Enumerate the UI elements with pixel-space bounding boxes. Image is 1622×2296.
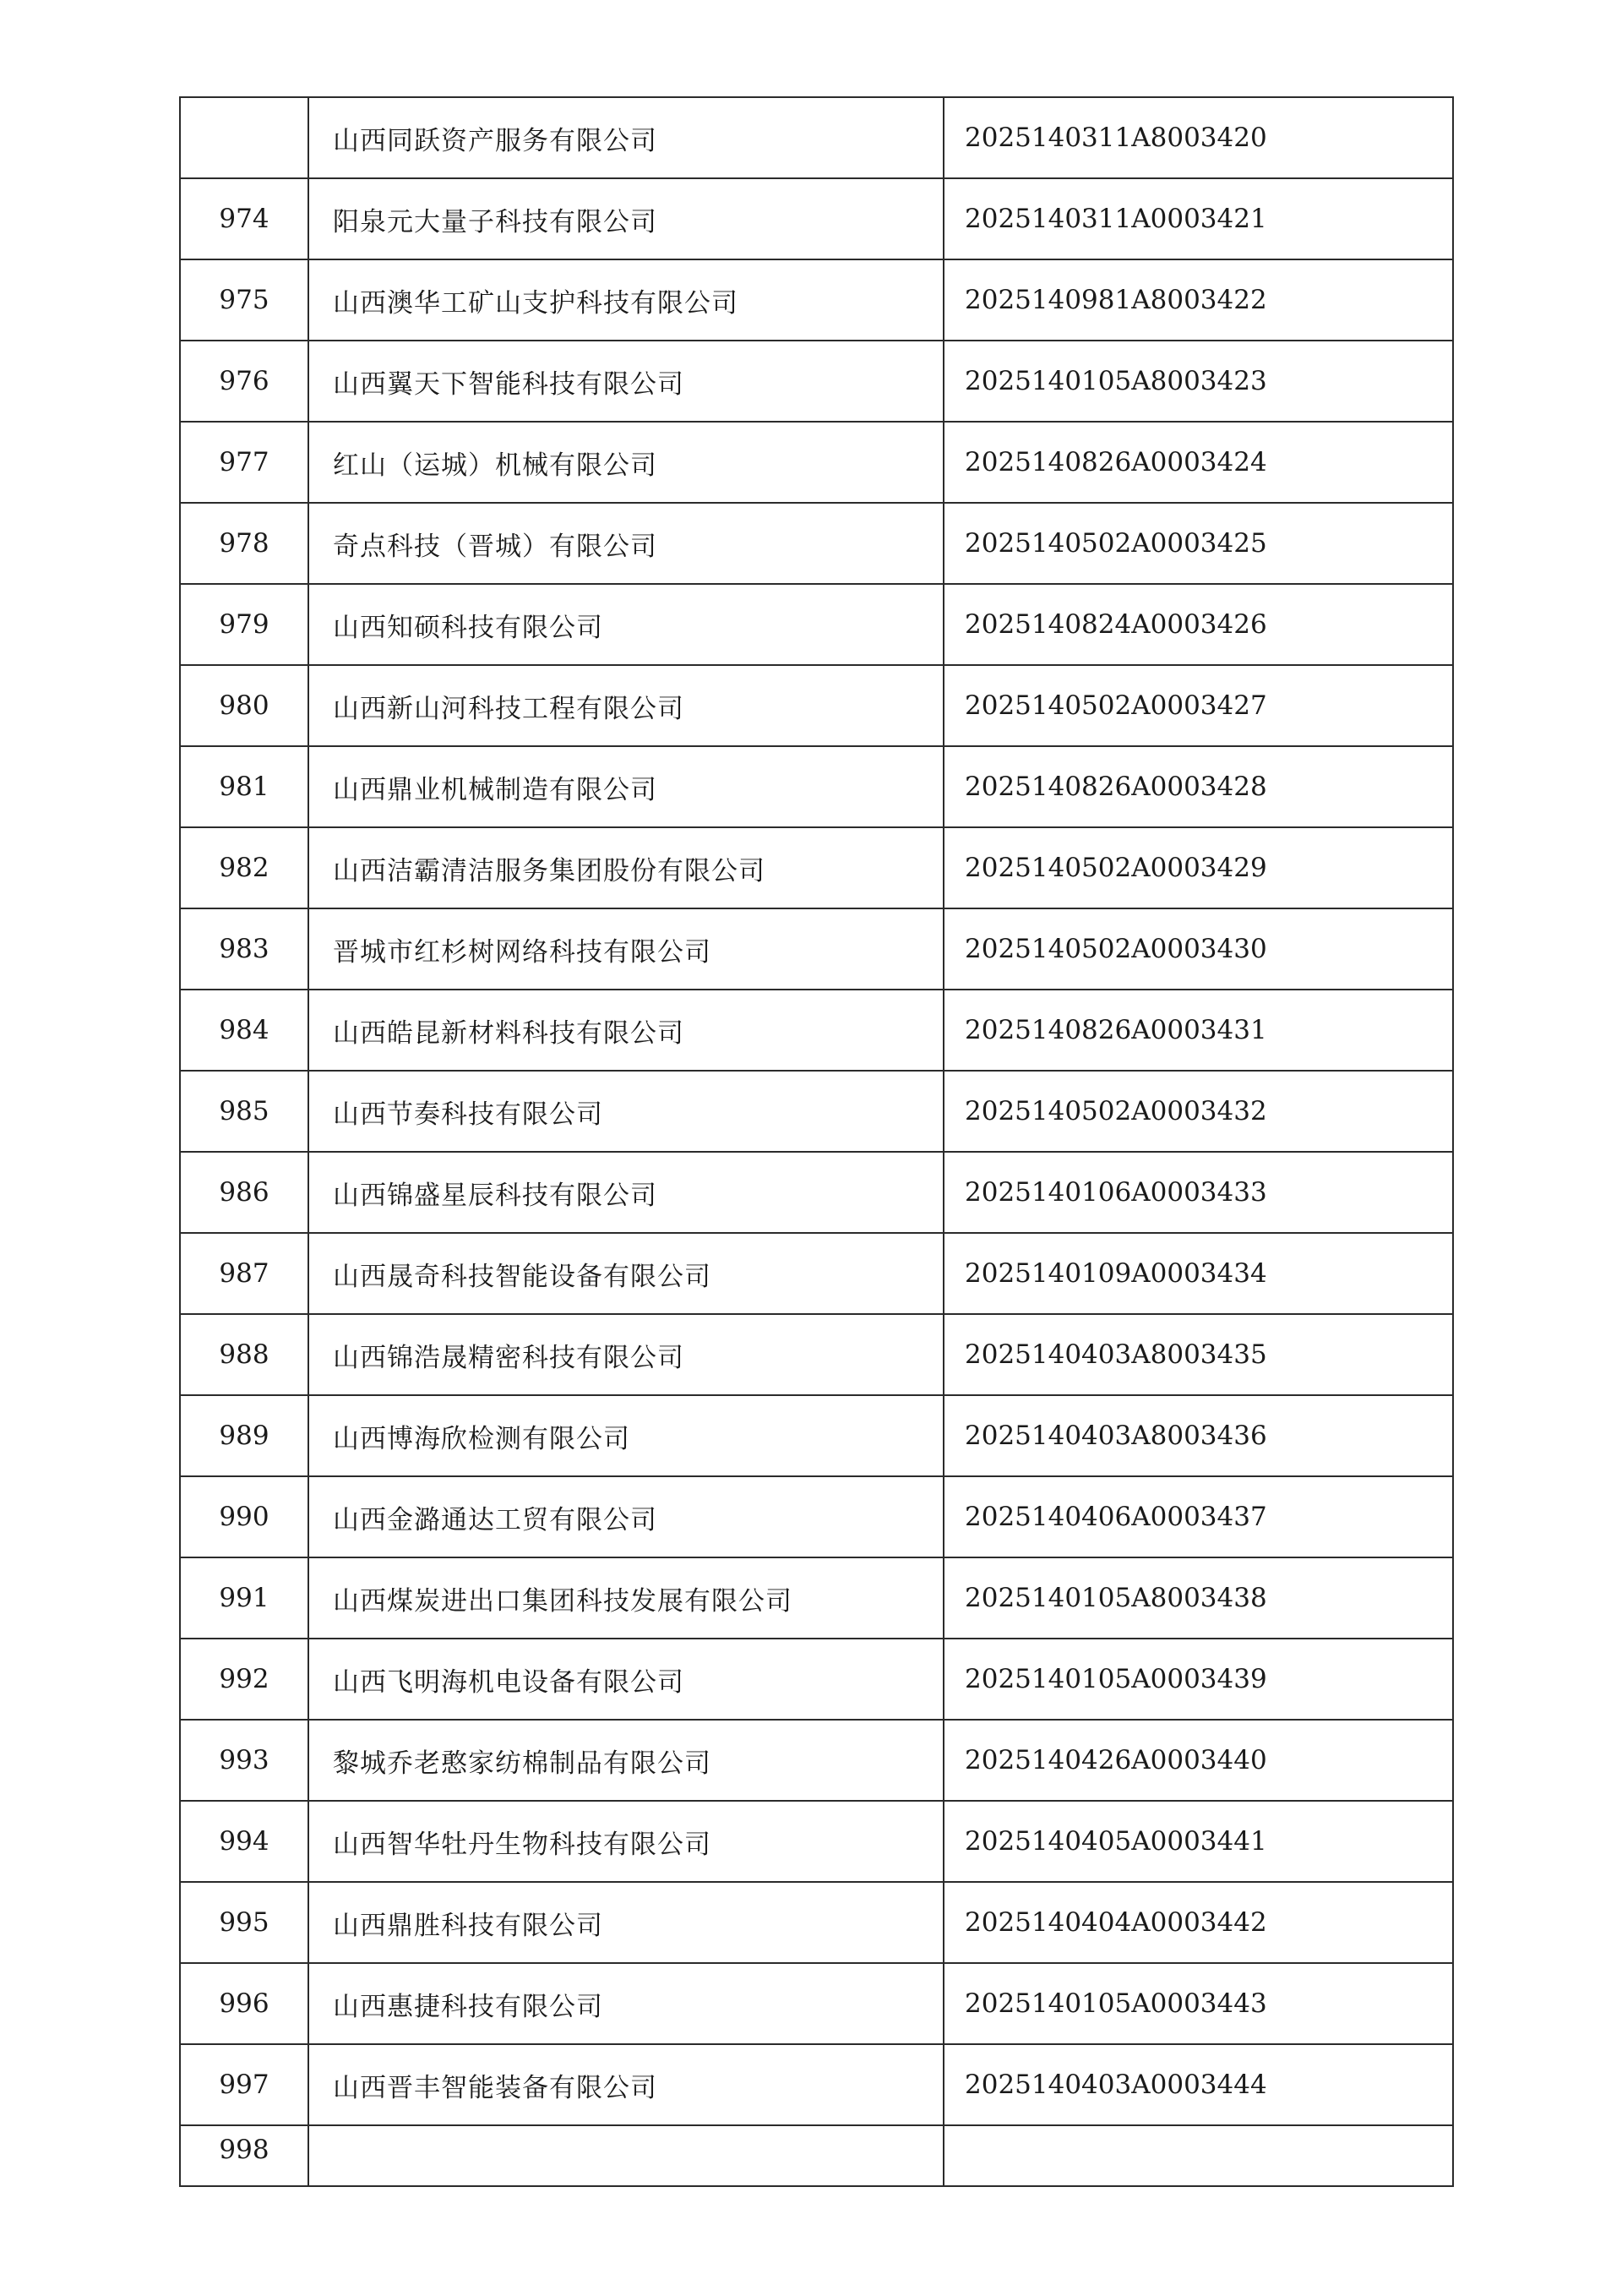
registration-code: 2025140403A8003436 <box>944 1395 1453 1476</box>
registration-code: 2025140406A0003437 <box>944 1476 1453 1557</box>
table-row <box>180 97 1453 178</box>
row-number: 986 <box>180 1152 308 1233</box>
registration-code: 2025140502A0003429 <box>944 827 1453 908</box>
company-name: 山西皓昆新材料科技有限公司 <box>308 990 944 1071</box>
company-name: 山西惠捷科技有限公司 <box>308 1963 944 2044</box>
row-number: 990 <box>180 1476 308 1557</box>
registration-code <box>944 2125 1453 2186</box>
registration-code: 2025140981A8003422 <box>944 259 1453 341</box>
registry-table-body <box>180 97 1453 2186</box>
company-name: 山西晟奇科技智能设备有限公司 <box>308 1233 944 1314</box>
row-number: 980 <box>180 665 308 746</box>
table-row <box>180 259 1453 341</box>
company-name <box>308 2125 944 2186</box>
table-row <box>180 2125 1453 2186</box>
table-row <box>180 1233 1453 1314</box>
row-number: 987 <box>180 1233 308 1314</box>
row-number: 982 <box>180 827 308 908</box>
company-name: 山西洁霸清洁服务集团股份有限公司 <box>308 827 944 908</box>
row-number: 978 <box>180 503 308 584</box>
table-row <box>180 1963 1453 2044</box>
registration-code: 2025140105A0003443 <box>944 1963 1453 2044</box>
table-row <box>180 665 1453 746</box>
registration-code: 2025140426A0003440 <box>944 1720 1453 1801</box>
table-row <box>180 1720 1453 1801</box>
company-name: 山西知硕科技有限公司 <box>308 584 944 665</box>
table-row <box>180 1639 1453 1720</box>
registration-code: 2025140405A0003441 <box>944 1801 1453 1882</box>
row-number: 975 <box>180 259 308 341</box>
table-row <box>180 1314 1453 1395</box>
registration-code: 2025140109A0003434 <box>944 1233 1453 1314</box>
registration-code: 2025140105A8003423 <box>944 341 1453 422</box>
company-name: 山西晋丰智能装备有限公司 <box>308 2044 944 2125</box>
row-number: 979 <box>180 584 308 665</box>
table-row <box>180 2044 1453 2125</box>
registration-code: 2025140826A0003431 <box>944 990 1453 1071</box>
registration-code: 2025140826A0003428 <box>944 746 1453 827</box>
row-number: 993 <box>180 1720 308 1801</box>
company-name: 山西同跃资产服务有限公司 <box>308 97 944 178</box>
table-row <box>180 341 1453 422</box>
company-name: 红山（运城）机械有限公司 <box>308 422 944 503</box>
company-name: 山西锦浩晟精密科技有限公司 <box>308 1314 944 1395</box>
table-row <box>180 990 1453 1071</box>
row-number: 989 <box>180 1395 308 1476</box>
company-name: 山西锦盛星辰科技有限公司 <box>308 1152 944 1233</box>
row-number: 996 <box>180 1963 308 2044</box>
row-number <box>180 97 308 178</box>
row-number: 974 <box>180 178 308 259</box>
registration-code: 2025140105A0003439 <box>944 1639 1453 1720</box>
company-name: 黎城乔老憨家纺棉制品有限公司 <box>308 1720 944 1801</box>
registration-code: 2025140403A0003444 <box>944 2044 1453 2125</box>
registration-code: 2025140311A0003421 <box>944 178 1453 259</box>
row-number: 983 <box>180 908 308 990</box>
row-number: 981 <box>180 746 308 827</box>
table-row <box>180 1557 1453 1639</box>
registration-code: 2025140105A8003438 <box>944 1557 1453 1639</box>
table-row <box>180 746 1453 827</box>
company-registry-table <box>179 96 1454 2187</box>
company-name: 山西节奏科技有限公司 <box>308 1071 944 1152</box>
table-row <box>180 1882 1453 1963</box>
registration-code: 2025140502A0003427 <box>944 665 1453 746</box>
company-name: 山西鼎胜科技有限公司 <box>308 1882 944 1963</box>
table-row <box>180 827 1453 908</box>
table-row <box>180 503 1453 584</box>
company-name: 山西澳华工矿山支护科技有限公司 <box>308 259 944 341</box>
row-number: 997 <box>180 2044 308 2125</box>
table-row <box>180 584 1453 665</box>
row-number: 977 <box>180 422 308 503</box>
table-row <box>180 1801 1453 1882</box>
company-name: 山西金潞通达工贸有限公司 <box>308 1476 944 1557</box>
registration-code: 2025140502A0003425 <box>944 503 1453 584</box>
registration-code: 2025140502A0003430 <box>944 908 1453 990</box>
company-name: 奇点科技（晋城）有限公司 <box>308 503 944 584</box>
registration-code: 2025140826A0003424 <box>944 422 1453 503</box>
registration-code: 2025140824A0003426 <box>944 584 1453 665</box>
company-name: 晋城市红杉树网络科技有限公司 <box>308 908 944 990</box>
table-row <box>180 178 1453 259</box>
table-row <box>180 422 1453 503</box>
company-name: 山西新山河科技工程有限公司 <box>308 665 944 746</box>
company-name: 山西智华牡丹生物科技有限公司 <box>308 1801 944 1882</box>
row-number: 976 <box>180 341 308 422</box>
registration-code: 2025140403A8003435 <box>944 1314 1453 1395</box>
registration-code: 2025140502A0003432 <box>944 1071 1453 1152</box>
row-number: 992 <box>180 1639 308 1720</box>
registration-code: 2025140404A0003442 <box>944 1882 1453 1963</box>
table-row <box>180 1152 1453 1233</box>
row-number: 995 <box>180 1882 308 1963</box>
table-row <box>180 1476 1453 1557</box>
row-number: 991 <box>180 1557 308 1639</box>
row-number: 988 <box>180 1314 308 1395</box>
row-number: 998 <box>180 2125 308 2186</box>
company-name: 山西翼天下智能科技有限公司 <box>308 341 944 422</box>
row-number: 984 <box>180 990 308 1071</box>
row-number: 994 <box>180 1801 308 1882</box>
table-row <box>180 1395 1453 1476</box>
company-name: 阳泉元大量子科技有限公司 <box>308 178 944 259</box>
table-row <box>180 1071 1453 1152</box>
company-name: 山西博海欣检测有限公司 <box>308 1395 944 1476</box>
company-name: 山西煤炭进出口集团科技发展有限公司 <box>308 1557 944 1639</box>
company-name: 山西鼎业机械制造有限公司 <box>308 746 944 827</box>
registration-code: 2025140311A8003420 <box>944 97 1453 178</box>
registration-code: 2025140106A0003433 <box>944 1152 1453 1233</box>
table-row <box>180 908 1453 990</box>
company-name: 山西飞明海机电设备有限公司 <box>308 1639 944 1720</box>
row-number: 985 <box>180 1071 308 1152</box>
